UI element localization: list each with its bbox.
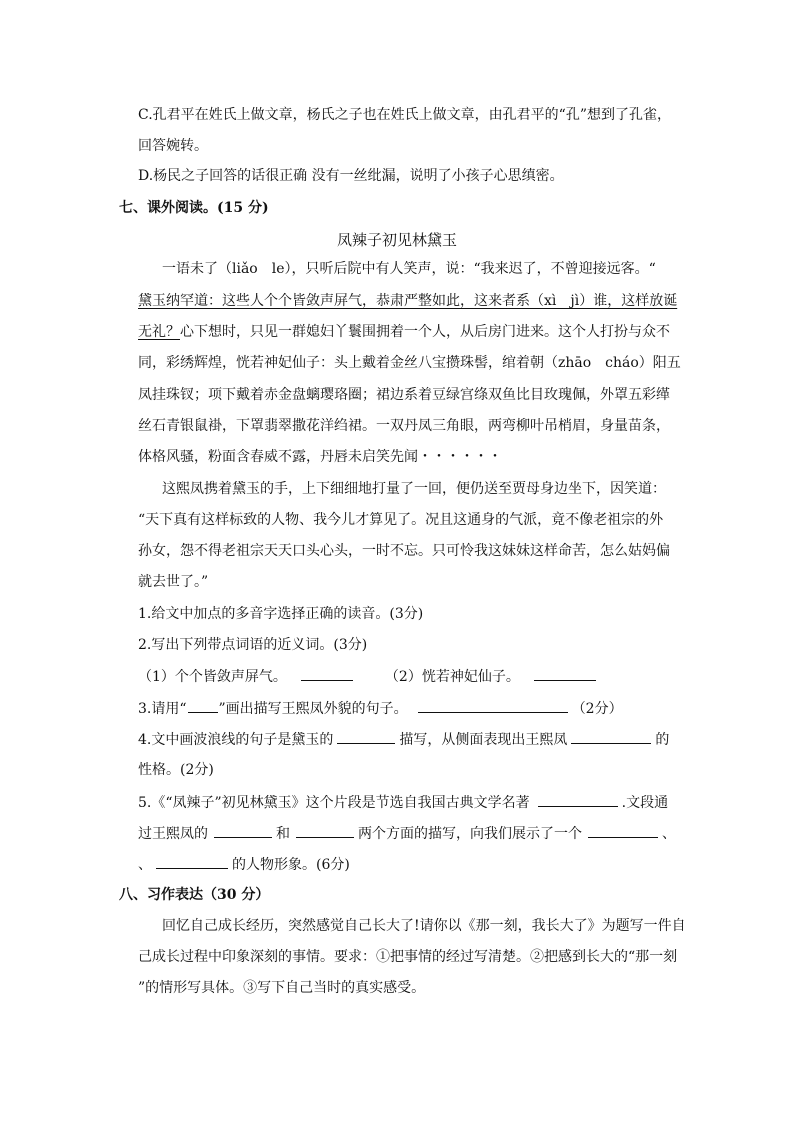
passage-p2-line1: 这熙凤携着黛玉的手，上下细细地打量了一回，便仍送至贾母身边坐下，因笑道： bbox=[162, 481, 666, 497]
answer-blank[interactable] bbox=[156, 854, 228, 869]
q5-text: .文段通 bbox=[621, 795, 669, 811]
q5-text: 和 bbox=[276, 826, 290, 842]
q3-score: （2分） bbox=[571, 701, 623, 717]
q5-text: 的人物形象。(6分) bbox=[232, 857, 350, 873]
question-2: 2.写出下列带点词语的近义词。(3分) bbox=[138, 637, 368, 653]
answer-blank[interactable] bbox=[538, 792, 618, 807]
q5-text: 两个方面的描写，向我们展示了一个 bbox=[358, 826, 582, 842]
passage-text: 心下想时，只见一群媳妇丫鬟围拥着一个人，从后房门进来。这个人打扮与众不 bbox=[180, 324, 670, 340]
q5-text: 5.《“凤辣子”初见林黛玉》这个片段是节选自我国古典文学名著 bbox=[138, 795, 530, 811]
passage-p1-line3 bbox=[138, 322, 670, 342]
passage-p1-line2: 黛玉纳罕道：这些人个个皆敛声屏气，恭肃严整如此，这来者系（xì jì）谁，这样放诞 bbox=[138, 293, 678, 309]
passage-title: 凤辣子初见林黛玉 bbox=[336, 231, 457, 249]
q5-text: 、 bbox=[138, 857, 152, 873]
option-c-line2: 回答婉转。 bbox=[138, 138, 208, 154]
passage-p2-line4: 就去世了。” bbox=[138, 574, 209, 590]
underlined-sentence-end: 无礼？ bbox=[138, 324, 180, 340]
question-5-line2 bbox=[138, 823, 676, 844]
answer-blank[interactable] bbox=[296, 823, 354, 838]
question-4-line2: 性格。(2分) bbox=[138, 762, 214, 778]
answer-blank[interactable] bbox=[301, 666, 353, 681]
passage-p1-line1: 一语未了（liǎo le），只听后院中有人笑声，说：“我来迟了，不曾迎接远客。“ bbox=[162, 261, 656, 277]
answer-blank[interactable] bbox=[418, 698, 568, 713]
section8-heading: 八、习作表达（30 分） bbox=[119, 887, 270, 903]
passage-p1-line4: 同，彩绣辉煌，恍若神妃仙子：头上戴着金丝八宝攒珠髻，绾着朝（zhāo cháo）阳五 bbox=[138, 355, 681, 371]
essay-prompt-line3: ”的情形写具体。③写下自己当时的真实感受。 bbox=[138, 980, 426, 996]
question-1: 1.给文中加点的多音字选择正确的读音。(3分) bbox=[138, 606, 424, 622]
passage-p2-line2: “天下真有这样标致的人物、我今儿才算见了。况且这通身的气派，竟不像老祖宗的外 bbox=[138, 512, 664, 528]
question-5-line3 bbox=[138, 854, 350, 875]
answer-blank[interactable] bbox=[214, 823, 272, 838]
answer-blank[interactable] bbox=[571, 729, 651, 744]
option-c-line1: C.孔君平在姓氏上做文章，杨氏之子也在姓氏上做文章，由孔君平的“孔”想到了孔雀， bbox=[138, 107, 671, 123]
q3-text: 3.请用“ bbox=[138, 701, 187, 717]
option-d: D.杨民之子回答的话很正确 没有一丝纰漏，说明了小孩子心思缜密。 bbox=[138, 168, 564, 184]
question-5 bbox=[138, 792, 668, 813]
passage-p2-line3: 孙女，怨不得老祖宗天天口头心头，一时不忘。只可怜我这妹妹这样命苦，怎么姑妈偏 bbox=[138, 543, 670, 559]
q4-text: 4.文中画波浪线的句子是黛玉的 bbox=[138, 732, 334, 748]
q2-item-a: （1）个个皆敛声屏气。 bbox=[138, 669, 287, 685]
answer-blank[interactable] bbox=[337, 729, 395, 744]
underline-sample bbox=[188, 698, 218, 713]
answer-blank[interactable] bbox=[588, 823, 658, 838]
passage-p1-line6: 丝石青银鼠褂，下罩翡翠撒花洋绉裙。一双丹凤三角眼，两弯柳叶吊梢眉，身量苗条， bbox=[138, 418, 670, 434]
q4-text: 的 bbox=[655, 732, 670, 748]
question-4 bbox=[138, 729, 669, 750]
q4-text: 描写，从侧面表现出王熙凤 bbox=[399, 732, 568, 748]
section7-heading: 七、课外阅读。(15 分) bbox=[119, 200, 269, 216]
essay-prompt-line1: 回忆自己成长经历，突然感觉自己长大了!请你以《那一刻，我长大了》为题写一件自 bbox=[162, 918, 686, 934]
essay-prompt-line2: 己成长过程中印象深刻的事情。要求：①把事情的经过写清楚。②把感到长大的“那一刻 bbox=[138, 949, 678, 965]
question-3 bbox=[138, 698, 623, 719]
passage-p1-line7: 体格风骚，粉面含春威不露，丹唇未启笑先闻・・・・・・ bbox=[138, 449, 502, 465]
q2-item-b: （2）恍若神妃仙子。 bbox=[384, 669, 520, 685]
answer-blank[interactable] bbox=[534, 666, 596, 681]
q5-text: 、 bbox=[662, 826, 676, 842]
passage-p1-line5: 凤挂珠钗；项下戴着赤金盘螭璎珞圈；裙边系着豆绿宫绦双鱼比目玫瑰佩，外罩五彩缂 bbox=[138, 387, 670, 403]
question-2-items bbox=[138, 666, 600, 687]
q5-text: 过王熙凤的 bbox=[138, 826, 208, 842]
q3-text: ”画出描写王熙凤外貌的句子。 bbox=[218, 701, 408, 717]
